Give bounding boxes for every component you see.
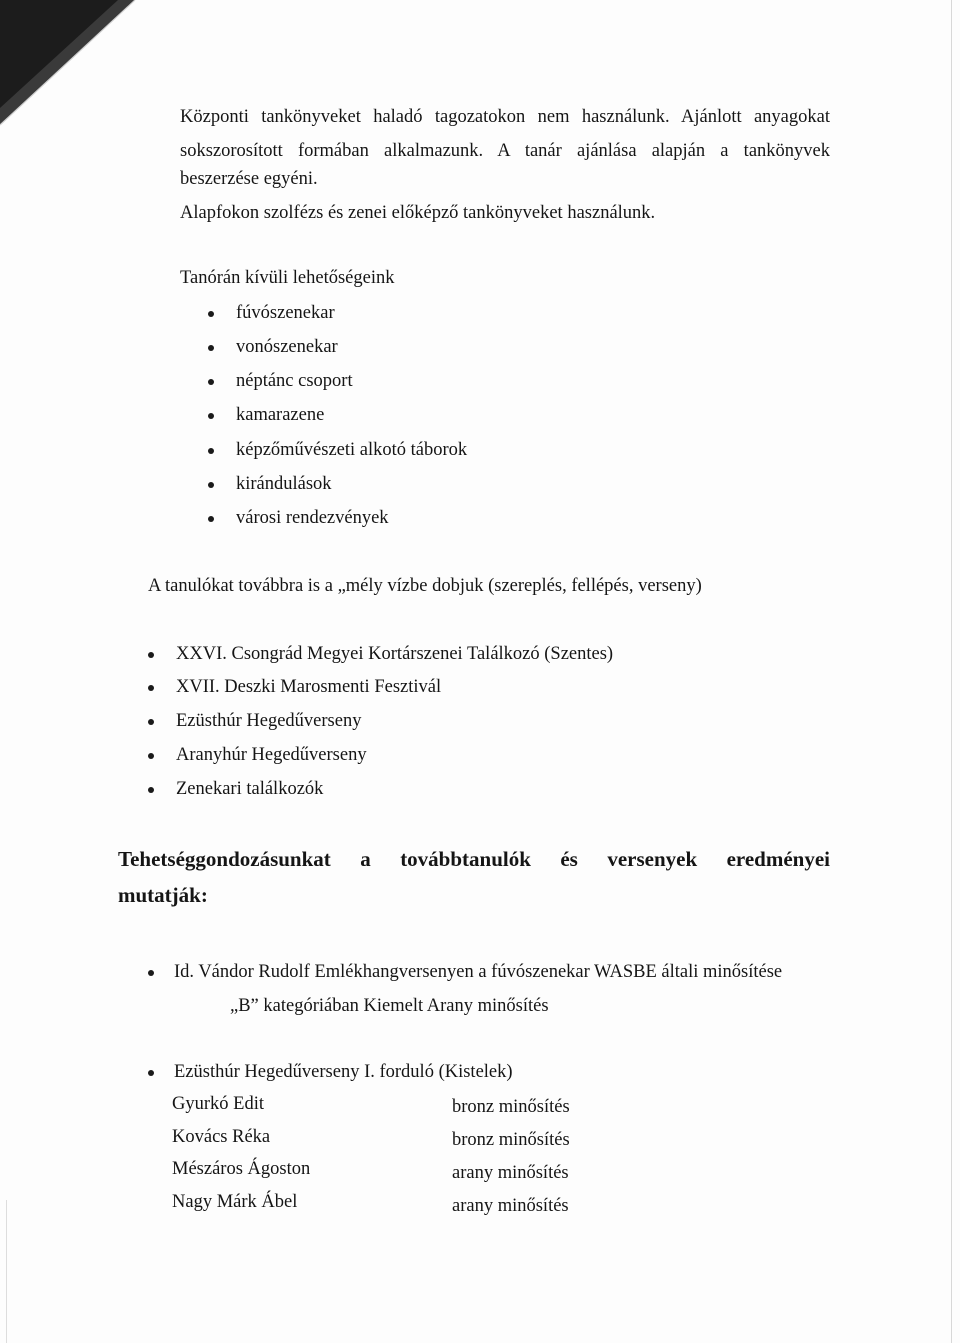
winner-rating: arany minősítés [452, 1163, 569, 1183]
extracurricular-item: városi rendezvények [236, 508, 389, 528]
event-item: XVII. Deszki Marosmenti Fesztivál [176, 677, 442, 697]
intro-line-4: Alapfokon szolfézs és zenei előképző tankönyveket használunk. [180, 203, 656, 223]
results-heading [118, 846, 830, 872]
bullet [208, 448, 214, 454]
heading-word: és [560, 847, 578, 871]
results-heading-line-2: mutatják: [118, 883, 208, 907]
heading-word: Tehetséggondozásunkat [118, 847, 331, 871]
heading-word: továbbtanulók [400, 847, 531, 871]
winner-name: Gyurkó Edit [172, 1094, 264, 1114]
bullet [148, 719, 154, 725]
event-item: Aranyhúr Hegedűverseny [176, 745, 367, 765]
winner-name: Nagy Márk Ábel [172, 1192, 298, 1212]
result-item-1-line-2: „B” kategóriában Kiemelt Arany minősítés [230, 996, 549, 1016]
event-item: Zenekari találkozók [176, 779, 324, 799]
bullet [208, 311, 214, 317]
heading-word: versenyek [607, 847, 698, 871]
extracurricular-item: néptánc csoport [236, 371, 353, 391]
bullet [148, 787, 154, 793]
result-item-2-title: Ezüsthúr Hegedűverseny I. forduló (Kistelek) [174, 1062, 513, 1082]
extracurricular-item: kamarazene [236, 405, 325, 425]
intro-line-2: sokszorosított formában alkalmazunk. A tanár ajánlása alapján a tankönyvek [180, 141, 830, 161]
bullet [208, 379, 214, 385]
event-item: XXVI. Csongrád Megyei Kortárszenei Találkozó (Szentes) [176, 644, 614, 664]
winner-name: Kovács Réka [172, 1127, 271, 1147]
scan-left-edge [6, 1200, 7, 1343]
heading-word: a [360, 847, 371, 871]
scan-right-edge [951, 0, 952, 1343]
events-intro: A tanulókat továbbra is a „mély vízbe dobjuk (szereplés, fellépés, verseny) [148, 576, 702, 596]
event-item: Ezüsthúr Hegedűverseny [176, 711, 362, 731]
heading-word: eredményei [726, 847, 831, 871]
winner-rating: bronz minősítés [452, 1097, 570, 1117]
bullet [208, 516, 214, 522]
intro-line-1: Központi tankönyveket haladó tagozatokon nem használunk. Ajánlott anyagokat [180, 107, 830, 127]
bullet [208, 413, 214, 419]
bullet [148, 970, 154, 976]
bullet [148, 1070, 154, 1076]
winner-rating: arany minősítés [452, 1196, 569, 1216]
winner-name: Mészáros Ágoston [172, 1159, 311, 1179]
bullet [148, 685, 154, 691]
extracurricular-title: Tanórán kívüli lehetőségeink [180, 268, 395, 288]
extracurricular-item: képzőművészeti alkotó táborok [236, 440, 468, 460]
winner-rating: bronz minősítés [452, 1130, 570, 1150]
scan-corner-shadow [0, 0, 140, 130]
bullet [148, 652, 154, 658]
extracurricular-item: kirándulások [236, 474, 332, 494]
intro-line-3: beszerzése egyéni. [180, 169, 318, 189]
bullet [208, 482, 214, 488]
result-item-1-line-1: Id. Vándor Rudolf Emlékhangversenyen a fúvószenekar WASBE általi minősítése [174, 962, 783, 982]
bullet [148, 753, 154, 759]
extracurricular-item: vonószenekar [236, 337, 338, 357]
bullet [208, 345, 214, 351]
extracurricular-item: fúvószenekar [236, 303, 335, 323]
